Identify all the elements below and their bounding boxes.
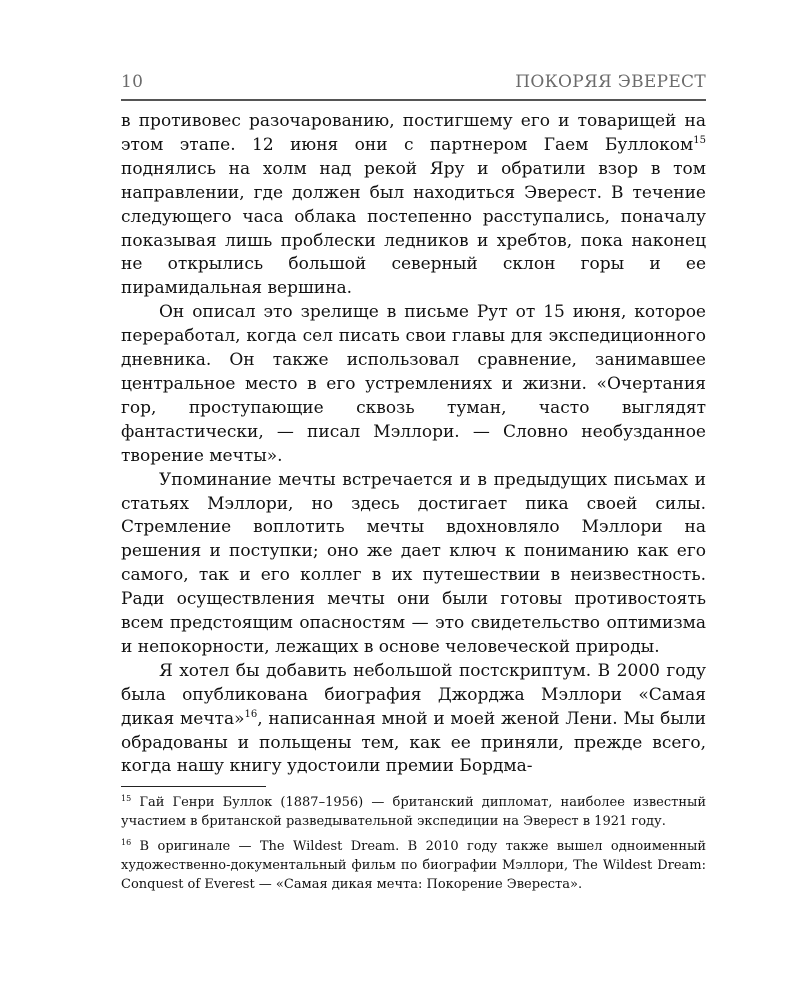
footnote-15-number: 15 [121, 794, 132, 803]
paragraph-4 [121, 660, 706, 780]
footnote-16-number: 16 [121, 838, 132, 847]
running-title: ПОКОРЯЯ ЭВЕРЕСТ [515, 72, 706, 92]
paragraph-1 [121, 110, 706, 301]
footnotes [121, 793, 706, 900]
paragraph-2: Он описал это зрелище в письме Рут от 15 июня, которое переработал, когда сел писать свои главы для экспедиционного дневника. Он также использовал сравнение, занимавшее центральное место в его устремлениях и жизни. «Очертания гор, проступающие сквозь туман, часто выглядят фантастически, — писал Мэллори. — Словно необузданное творение мечты». [121, 302, 706, 466]
paragraph-1-text-b: поднялись на холм над рекой Яру и обратили взор в том направлении, где должен был находиться Эверест. В течение следующего часа облака постепенно расступались, поначалу показывая лишь проблески ледников и хребтов, пока наконец не открылись большой северный склон горы и ее пирамидальная вершина. [121, 158, 706, 299]
header-rule [121, 99, 706, 101]
footnote-ref-15[interactable]: 15 [693, 134, 706, 146]
page-number: 10 [121, 72, 144, 92]
paragraph-1-text-a: в противовес разочарованию, постигшему его и товарищей на этом этапе. 12 июня они с партнером Гаем Буллоком [121, 111, 706, 155]
paragraph-4-text-b: , написанная мной и моей женой Лени. Мы были обрадованы и польщены тем, как ее приняли, прежде всего, когда нашу книгу удостоили премии Бордма- [121, 708, 706, 777]
running-header [121, 68, 706, 92]
footnote-15 [121, 793, 706, 831]
footnote-separator [121, 786, 266, 787]
paragraph-4-text-a: Я хотел бы добавить небольшой постскриптум. В 2000 году была опубликована биография Джорджа Мэллори «Самая дикая мечта» [121, 660, 706, 729]
footnote-15-text: Гай Генри Буллок (1887–1956) — британский дипломат, наиболее известный участием в британской разведывательной экспедиции на Эверест в 1921 году. [121, 795, 706, 829]
footnote-16 [121, 837, 706, 894]
paragraph-3: Упоминание мечты встречается и в предыдущих письмах и статьях Мэллори, но здесь достигает пика своей силы. Стремление воплотить мечты вдохновляло Мэллори на решения и поступки; оно же дает ключ к пониманию как его самого, так и его коллег в их путешествии в неизвестность. Ради осуществления мечты они были готовы противостоять всем предстоящим опасностям — это свидетельство оптимизма и непокорности, лежащих в основе человеческой природы. [121, 469, 706, 657]
footnote-16-text: В оригинале — The Wildest Dream. В 2010 году также вышел одноименный художественно-документальный фильм по биографии Мэллори, The Wildest Dream: Conquest of Everest — «Самая дикая мечта: Покорение Эвереста». [121, 839, 706, 892]
footnote-ref-16[interactable]: 16 [244, 708, 258, 720]
main-text [121, 110, 706, 779]
